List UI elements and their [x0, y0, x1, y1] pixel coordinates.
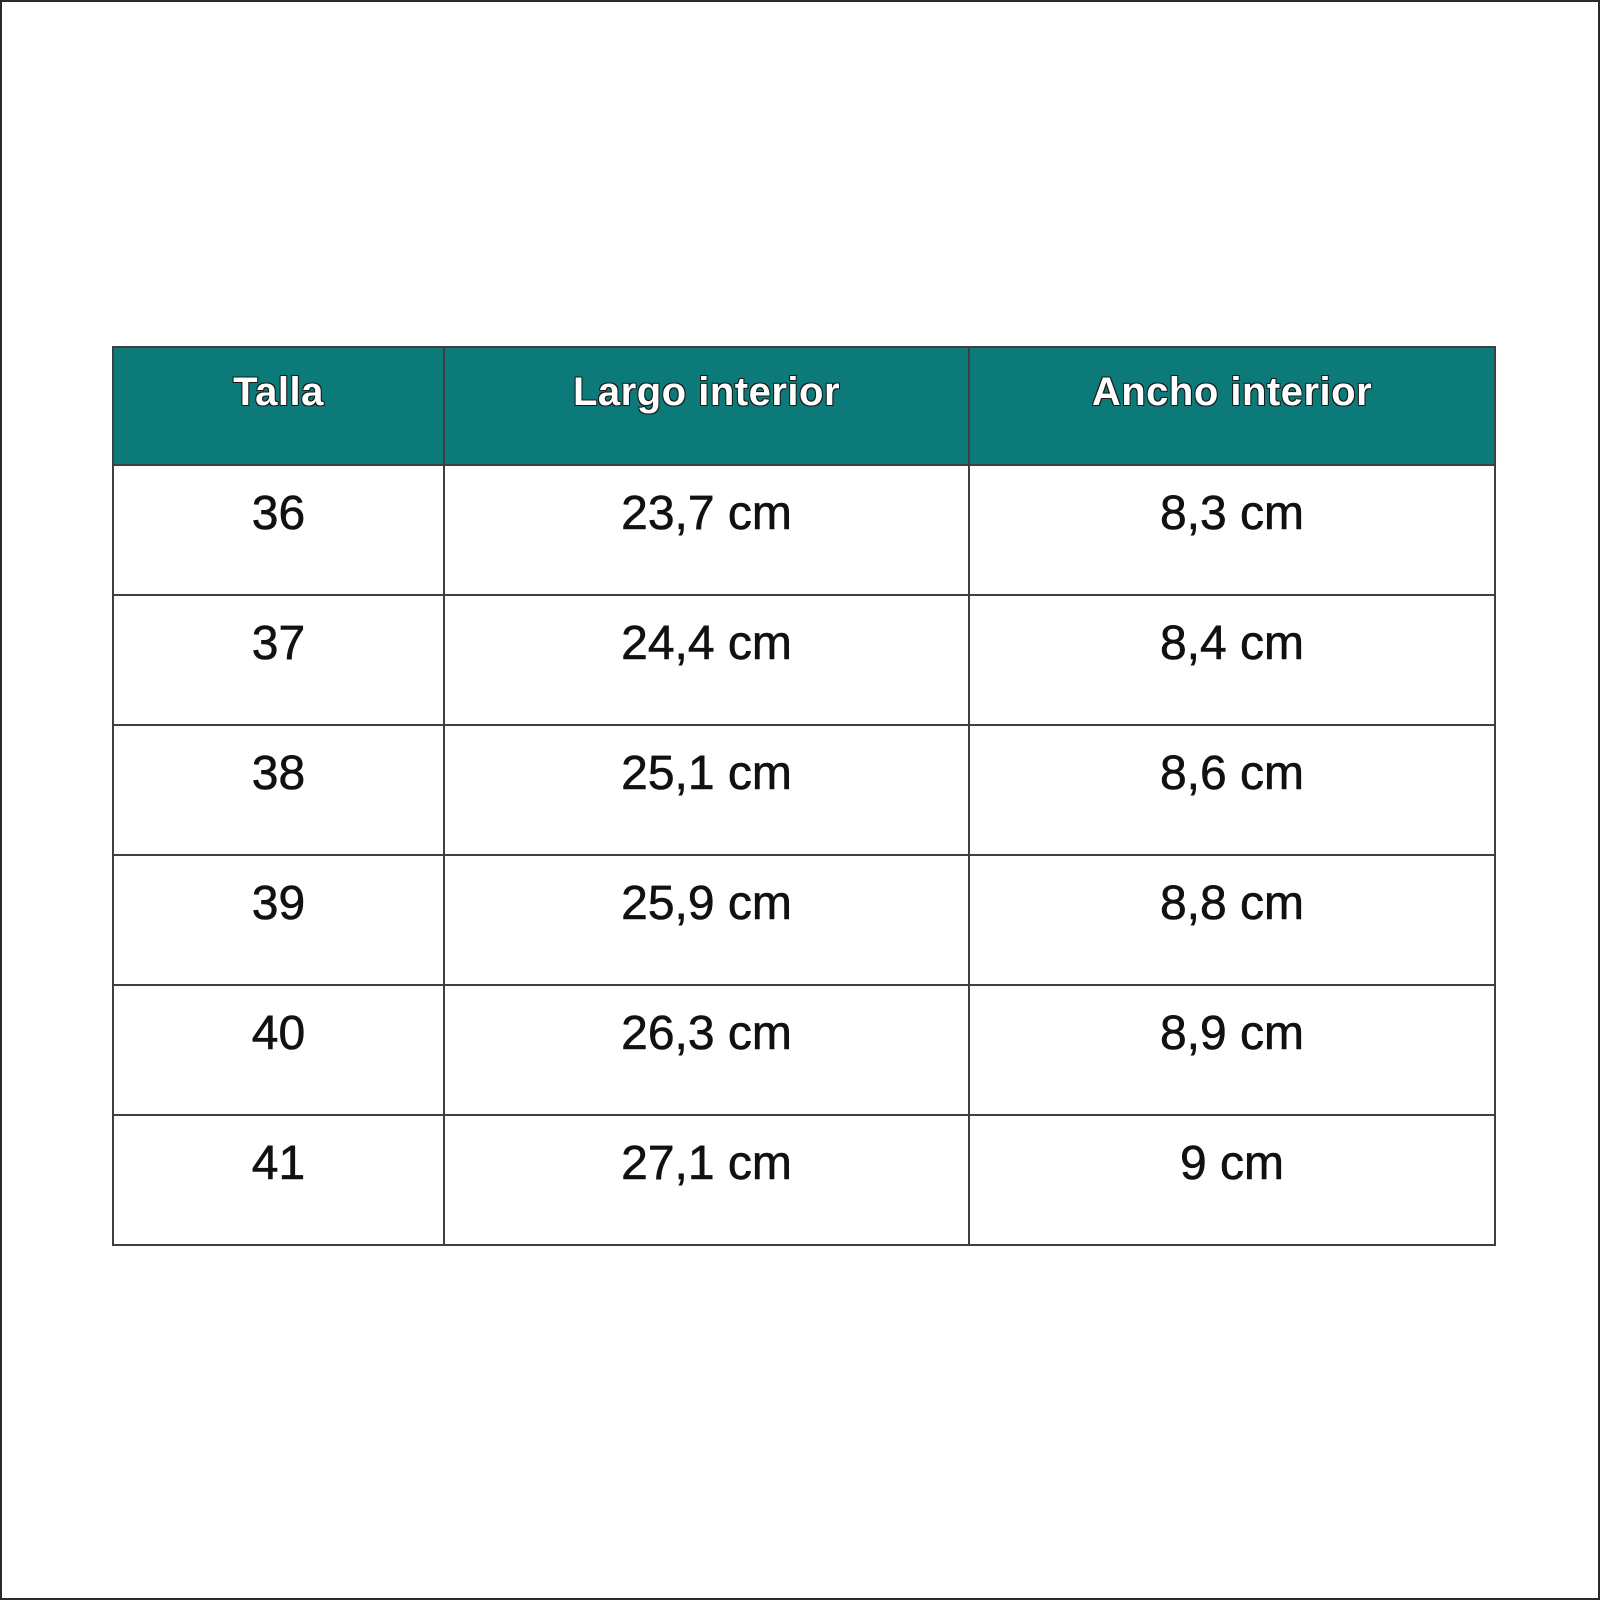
- cell-talla: 41: [113, 1115, 444, 1245]
- cell-ancho-interior: 8,3 cm: [969, 465, 1495, 595]
- cell-talla: 40: [113, 985, 444, 1115]
- cell-largo-interior: 27,1 cm: [444, 1115, 969, 1245]
- header-largo-interior: Largo interior: [444, 347, 969, 465]
- size-chart-table: [112, 346, 1496, 1246]
- cell-talla: 37: [113, 595, 444, 725]
- table-row: [113, 855, 1495, 985]
- cell-largo-interior: 23,7 cm: [444, 465, 969, 595]
- table-header-row: [113, 347, 1495, 465]
- cell-ancho-interior: 8,9 cm: [969, 985, 1495, 1115]
- cell-ancho-interior: 8,4 cm: [969, 595, 1495, 725]
- table-row: [113, 1115, 1495, 1245]
- table-row: [113, 465, 1495, 595]
- cell-ancho-interior: 8,8 cm: [969, 855, 1495, 985]
- table-row: [113, 725, 1495, 855]
- cell-ancho-interior: 9 cm: [969, 1115, 1495, 1245]
- header-ancho-interior: Ancho interior: [969, 347, 1495, 465]
- cell-talla: 39: [113, 855, 444, 985]
- cell-ancho-interior: 8,6 cm: [969, 725, 1495, 855]
- cell-talla: 38: [113, 725, 444, 855]
- cell-talla: 36: [113, 465, 444, 595]
- cell-largo-interior: 25,9 cm: [444, 855, 969, 985]
- table-row: [113, 595, 1495, 725]
- cell-largo-interior: 24,4 cm: [444, 595, 969, 725]
- header-talla: Talla: [113, 347, 444, 465]
- cell-largo-interior: 25,1 cm: [444, 725, 969, 855]
- table-row: [113, 985, 1495, 1115]
- cell-largo-interior: 26,3 cm: [444, 985, 969, 1115]
